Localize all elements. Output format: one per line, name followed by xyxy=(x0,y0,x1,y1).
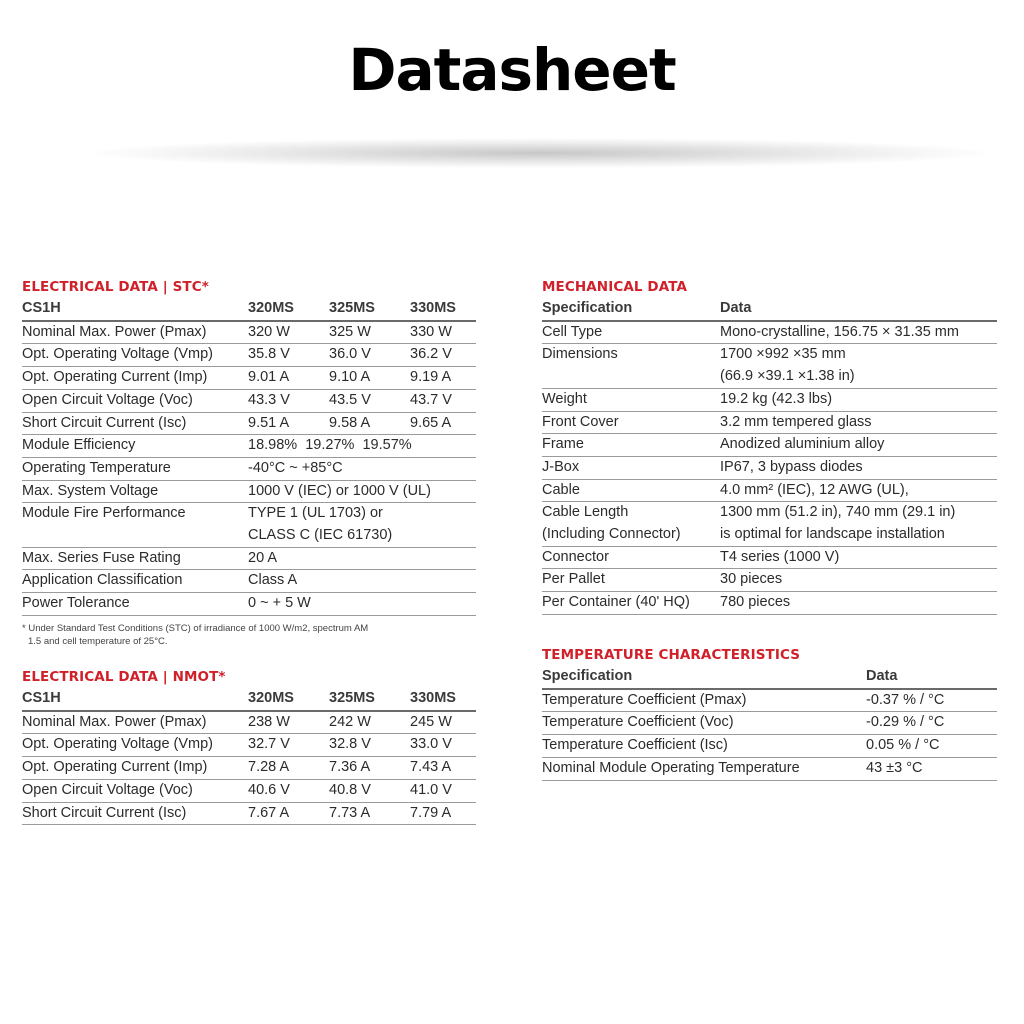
stc-row-fire xyxy=(22,503,476,525)
mechanical-row-connector xyxy=(542,546,997,569)
stc-label: Nominal Max. Power (Pmax) xyxy=(22,321,248,344)
stc-value: TYPE 1 (UL 1703) or xyxy=(248,505,383,522)
mechanical-value: 30 pieces xyxy=(720,569,997,592)
nmot-value: 32.8 V xyxy=(329,734,410,757)
mechanical-value: 780 pieces xyxy=(720,592,997,615)
stc-footnote-line: * Under Standard Test Conditions (STC) of irradiance of 1000 W/m2, spectrum AM xyxy=(22,622,369,634)
nmot-header-330: 330MS xyxy=(410,688,476,711)
stc-label: Short Circuit Current (Isc) xyxy=(22,412,248,435)
stc-row-vmp xyxy=(22,344,476,367)
temperature-row-isc xyxy=(542,735,997,758)
stc-value: 325 W xyxy=(329,321,410,344)
stc-value: Class A xyxy=(248,570,476,593)
mechanical-value: 1300 mm (51.2 in), 740 mm (29.1 in) xyxy=(720,504,956,521)
stc-value: 9.19 A xyxy=(410,367,476,390)
mechanical-row-dimensions xyxy=(542,344,997,366)
stc-value: 0 ~ + 5 W xyxy=(248,593,476,616)
nmot-header-model: CS1H xyxy=(22,688,248,711)
mechanical-row-pallet xyxy=(542,569,997,592)
nmot-value: 33.0 V xyxy=(410,734,476,757)
mechanical-label: Cable xyxy=(542,479,720,502)
stc-label xyxy=(22,525,248,547)
stc-row-isc xyxy=(22,412,476,435)
nmot-value: 245 W xyxy=(410,711,476,734)
mechanical-label: Cable Length xyxy=(542,504,629,521)
stc-label: Module Fire Performance xyxy=(22,505,186,522)
nmot-row-pmax xyxy=(22,711,476,734)
nmot-label: Short Circuit Current (Isc) xyxy=(22,802,248,825)
mechanical-label: Per Pallet xyxy=(542,569,720,592)
temperature-label: Temperature Coefficient (Isc) xyxy=(542,735,866,758)
stc-label: Power Tolerance xyxy=(22,593,248,616)
stc-row-op-temp xyxy=(22,457,476,480)
stc-footnote-line: 1.5 and cell temperature of 25°C. xyxy=(28,635,168,647)
mechanical-row-dimensions-cont xyxy=(542,366,997,388)
mechanical-value: IP67, 3 bypass diodes xyxy=(720,456,997,479)
temperature-label: Nominal Module Operating Temperature xyxy=(542,757,866,780)
stc-value: 9.58 A xyxy=(329,412,410,435)
mechanical-heading: MECHANICAL DATA xyxy=(542,279,688,295)
mechanical-value: (66.9 ×39.1 ×1.38 in) xyxy=(720,366,997,388)
stc-value: 330 W xyxy=(410,321,476,344)
stc-row-voc xyxy=(22,389,476,412)
stc-value: 9.65 A xyxy=(410,412,476,435)
stc-label: Max. Series Fuse Rating xyxy=(22,547,248,570)
stc-row-imp xyxy=(22,367,476,390)
mechanical-value: T4 series (1000 V) xyxy=(720,546,997,569)
mechanical-label: Weight xyxy=(542,388,720,411)
mechanical-label: Frame xyxy=(542,434,720,457)
stc-value: 35.8 V xyxy=(248,344,329,367)
stc-value: 43.7 V xyxy=(410,389,476,412)
stc-value: CLASS C (IEC 61730) xyxy=(248,525,476,547)
stc-label: Max. System Voltage xyxy=(22,480,248,503)
stc-row-tolerance xyxy=(22,593,476,616)
temperature-value: 0.05 % / °C xyxy=(866,735,997,758)
nmot-value: 41.0 V xyxy=(410,779,476,802)
stc-header-row xyxy=(22,298,476,321)
mechanical-row-frame xyxy=(542,434,997,457)
nmot-value: 40.6 V xyxy=(248,779,329,802)
stc-header-325: 325MS xyxy=(329,298,410,321)
mechanical-label: Front Cover xyxy=(542,411,720,434)
nmot-value: 7.36 A xyxy=(329,757,410,780)
title-shadow xyxy=(90,138,990,168)
stc-row-efficiency xyxy=(22,435,476,458)
temperature-label: Temperature Coefficient (Voc) xyxy=(542,712,866,735)
stc-value: 1000 V (IEC) or 1000 V (UL) xyxy=(248,480,476,503)
temperature-row-nmot xyxy=(542,757,997,780)
stc-label: Open Circuit Voltage (Voc) xyxy=(22,389,248,412)
stc-row-fire-cont xyxy=(22,525,476,547)
mechanical-value: is optimal for landscape installation xyxy=(720,524,997,546)
nmot-header-320: 320MS xyxy=(248,688,329,711)
temperature-value: -0.29 % / °C xyxy=(866,712,997,735)
stc-heading: ELECTRICAL DATA | STC* xyxy=(22,279,209,295)
mechanical-row-cable-length xyxy=(542,502,997,524)
nmot-value: 7.28 A xyxy=(248,757,329,780)
stc-header-320: 320MS xyxy=(248,298,329,321)
temperature-row-voc xyxy=(542,712,997,735)
stc-value: 320 W xyxy=(248,321,329,344)
mechanical-row-cable-length-cont xyxy=(542,524,997,546)
mechanical-label: Connector xyxy=(542,546,720,569)
stc-label: Application Classification xyxy=(22,570,248,593)
mechanical-header-row xyxy=(542,298,997,321)
nmot-value: 32.7 V xyxy=(248,734,329,757)
nmot-value: 7.43 A xyxy=(410,757,476,780)
stc-value: -40°C ~ +85°C xyxy=(248,457,476,480)
nmot-value: 40.8 V xyxy=(329,779,410,802)
mechanical-value: Anodized aluminium alloy xyxy=(720,434,997,457)
nmot-row-isc xyxy=(22,802,476,825)
mechanical-label: J-Box xyxy=(542,456,720,479)
temperature-header-data: Data xyxy=(866,666,997,689)
mechanical-label: Cell Type xyxy=(542,321,720,344)
temperature-row-pmax xyxy=(542,689,997,712)
stc-value: 36.0 V xyxy=(329,344,410,367)
stc-row-fuse xyxy=(22,547,476,570)
mechanical-row-jbox xyxy=(542,456,997,479)
stc-value: 20 A xyxy=(248,547,476,570)
mechanical-row-front-cover xyxy=(542,411,997,434)
temperature-section xyxy=(542,644,997,781)
stc-value: 9.51 A xyxy=(248,412,329,435)
nmot-label: Opt. Operating Current (Imp) xyxy=(22,757,248,780)
mechanical-header-spec: Specification xyxy=(542,298,720,321)
mechanical-label xyxy=(542,366,720,388)
mechanical-label: Dimensions xyxy=(542,346,618,363)
mechanical-row-container xyxy=(542,592,997,615)
stc-label: Opt. Operating Current (Imp) xyxy=(22,367,248,390)
mechanical-value: 3.2 mm tempered glass xyxy=(720,411,997,434)
stc-label: Opt. Operating Voltage (Vmp) xyxy=(22,344,248,367)
temperature-value: -0.37 % / °C xyxy=(866,689,997,712)
nmot-value: 7.79 A xyxy=(410,802,476,825)
nmot-value: 7.67 A xyxy=(248,802,329,825)
mechanical-label: Per Container (40' HQ) xyxy=(542,592,720,615)
stc-row-pmax xyxy=(22,321,476,344)
nmot-row-voc xyxy=(22,779,476,802)
nmot-label: Nominal Max. Power (Pmax) xyxy=(22,711,248,734)
mechanical-value: Mono-crystalline, 156.75 × 31.35 mm xyxy=(720,321,997,344)
stc-header-model: CS1H xyxy=(22,298,248,321)
nmot-row-vmp xyxy=(22,734,476,757)
stc-value: 36.2 V xyxy=(410,344,476,367)
mechanical-header-data: Data xyxy=(720,298,997,321)
stc-value: 43.3 V xyxy=(248,389,329,412)
nmot-value: 238 W xyxy=(248,711,329,734)
stc-footnote xyxy=(22,622,476,648)
mechanical-section xyxy=(542,276,997,615)
mechanical-row-cell-type xyxy=(542,321,997,344)
stc-value: 9.01 A xyxy=(248,367,329,390)
stc-row-max-voltage xyxy=(22,480,476,503)
nmot-table xyxy=(22,688,476,825)
stc-header-330: 330MS xyxy=(410,298,476,321)
nmot-section xyxy=(22,666,476,825)
mechanical-row-weight xyxy=(542,388,997,411)
mechanical-row-cable xyxy=(542,479,997,502)
page-title: Datasheet xyxy=(348,36,676,104)
nmot-row-imp xyxy=(22,757,476,780)
stc-table xyxy=(22,298,476,616)
temperature-heading: TEMPERATURE CHARACTERISTICS xyxy=(542,647,801,663)
nmot-heading: ELECTRICAL DATA | NMOT* xyxy=(22,669,226,685)
temperature-value: 43 ±3 °C xyxy=(866,757,997,780)
nmot-value: 242 W xyxy=(329,711,410,734)
temperature-table xyxy=(542,666,997,781)
mechanical-label: (Including Connector) xyxy=(542,524,720,546)
nmot-label: Open Circuit Voltage (Voc) xyxy=(22,779,248,802)
temperature-label: Temperature Coefficient (Pmax) xyxy=(542,689,866,712)
mechanical-value: 1700 ×992 ×35 mm xyxy=(720,346,846,363)
temperature-header-spec: Specification xyxy=(542,666,866,689)
mechanical-value: 4.0 mm² (IEC), 12 AWG (UL), xyxy=(720,479,997,502)
temperature-header-row xyxy=(542,666,997,689)
mechanical-value: 19.2 kg (42.3 lbs) xyxy=(720,388,997,411)
stc-value: 18.98% 19.27% 19.57% xyxy=(248,435,476,458)
stc-section xyxy=(22,276,476,648)
nmot-label: Opt. Operating Voltage (Vmp) xyxy=(22,734,248,757)
nmot-header-325: 325MS xyxy=(329,688,410,711)
stc-label: Module Efficiency xyxy=(22,435,248,458)
nmot-header-row xyxy=(22,688,476,711)
stc-label: Operating Temperature xyxy=(22,457,248,480)
stc-value: 43.5 V xyxy=(329,389,410,412)
stc-value: 9.10 A xyxy=(329,367,410,390)
nmot-value: 7.73 A xyxy=(329,802,410,825)
mechanical-table xyxy=(542,298,997,615)
stc-row-class xyxy=(22,570,476,593)
